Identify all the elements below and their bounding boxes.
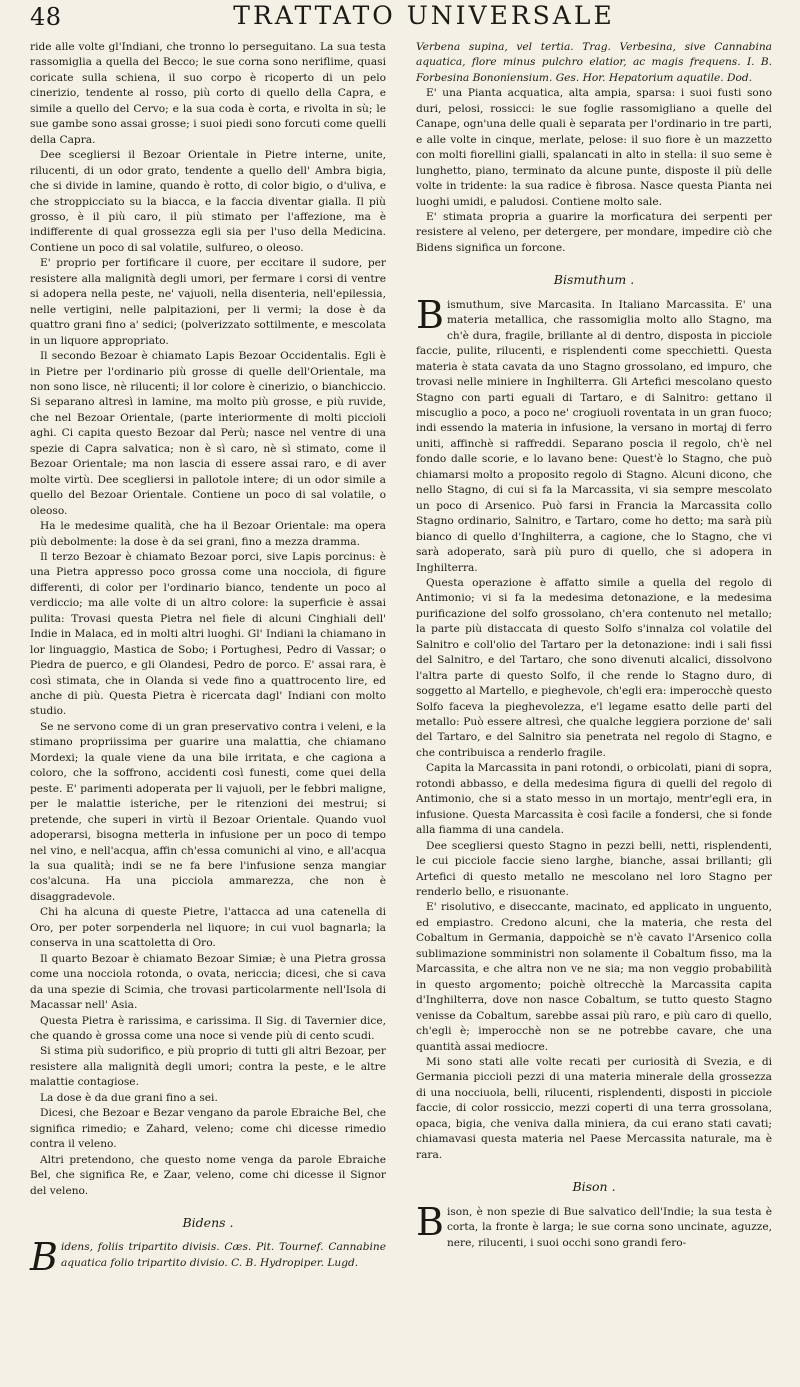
paragraph: Il quarto Bezoar è chiamato Bezoar Simiæ; è una Pietra grossa come una nocciola rotonda, o ovata, nericcia; dicesi, che si cava da una spezie di Scimia, che trovasi particolarmente nell'Isola di Macassar nell' Asia. <box>30 952 386 1012</box>
paragraph: Altri pretendono, che questo nome venga da parole Ebraiche Bel, che significa Re, e Zaar, veleno, come chi dicesse il Signor del veleno. <box>30 1153 386 1197</box>
paragraph: E' proprio per fortificare il cuore, per eccitare il sudore, per resistere alla malignità degli umori, per fermare i corsi di ventre si adopera nella peste, ne' vajuoli, nella disenteria, nell'epilessia, nelle vertigini, nelle palpitazioni, per li vermi; la dose è da quattro grani fino a' sedici; (polverizzato sottilmente, e mescolata in un liquore appropriato. <box>30 257 386 347</box>
paragraph: Se ne servono come di un gran preservativo contra i veleni, e la stimano propriissima per guarire una malattia, che chiamano Mordexi; la quale viene da una bile irritata, e che cagiona a coloro, che la soffrono, accidenti così funesti, come quei della peste. E' parimenti adoperata per li vajuoli, per le febbri maligne, per le malattie isteriche, per le ritenzioni dei mestrui; si pretende, che superi in virtù il Bezoar Orientale. Quando vuol adoperarsi, bisogna metterla in infusione per un poco di tempo nel vino, e nell'acqua, affin ch'essa comunichi al vino, e all'acqua la sua qualità; indi se ne fa bere l'infusione senza mangiar cos'alcuna. Ha una picciola ammarezza, che non è disaggradevole. <box>30 720 386 903</box>
paragraph: Chi ha alcuna di queste Pietre, l'attacca ad una catenella di Oro, per poter sorpenderla nel liquore; in cui vuol bagnarla; la conserva in una scattoletta di Oro. <box>30 906 386 950</box>
left-column <box>30 40 386 1280</box>
paragraph: ride alle volte gl'Indiani, che tronno lo perseguitano. La sua testa rassomiglia a quella del Becco; le sue corna sono neriflime, quasi coricate sulla schiena, il suo corpo è ricoperto di un pelo cinerizio, tendente al rosso, più corto di quello della Capra, e simile a quello del Cervo; e la sua coda è corta, e rivolta in sù; le sue gambe sono assai grosse; i suoi piedi sono forcuti come quelli della Capra. <box>30 41 386 146</box>
paragraph: Dicesi, che Bezoar e Bezar vengano da parole Ebraiche Bel, che significa rimedio; e Zahard, veleno; come chi dicesse rimedio contra il veleno. <box>30 1107 386 1151</box>
paragraph: Questa Pietra è rarissima, e carissima. Il Sig. di Tavernier dice, che quando è grossa come una noce si vende più di cento scudi. <box>30 1014 386 1042</box>
entry-bidens: Bidens, foliis tripartito divisis. Cæs. Pit. Tournef. Cannabine aquatica folio tripartito divisio. C. B. Hydropiper. Lugd. <box>30 1235 386 1280</box>
paragraph: E' risolutivo, e diseccante, macinato, ed applicato in unguento, ed empiastro. Credono alcuni, che la materia, che resta del Cobaltum in Germania, dappoichè se n'è cavato l'Arsenico colla sublimazione somministri non solamente il Cobaltum fisso, ma la Marcassita, e che altra non ve ne sia; ma non veggio probabilità in questo argomento; poichè oltrecchè la Marcassita capita d'Inghilterra, dove non nasce Cobaltum, se tutto questo Stagno venisse da Cobaltum, sarebbe assai più raro, e più caro di quello, ch'egli è; imperocchè non se ne potrebbe cavare, che una quantità assai mediocre. <box>416 901 772 1053</box>
running-title: TRATTATO UNIVERSALE <box>233 1 615 30</box>
entry-verbena: Verbena supina, vel tertia. Trag. Verbesina, sive Cannabina aquatica, flore minus pulchro elatior, ac magis frequens. I. B. Forbesina Bononiensium. Ges. Hor. Hepatorium aquatile. Dod. <box>416 41 772 84</box>
paragraph: Dee scegliersi questo Stagno in pezzi belli, netti, risplendenti, le cui picciole faccie sieno larghe, bianche, assai brillanti; gli Artefici di questo metallo ne mescolano nel loro Stagno per renderlo bello, e risuonante. <box>416 839 772 899</box>
paragraph: Il secondo Bezoar è chiamato Lapis Bezoar Occidentalis. Egli è in Pietre per l'ordinario più grosse di quelle dell'Orientale, ma non sono lisce, nè rilucenti; il lor colore è cinerizio, o bianchiccio. Si separano altresì in lamine, ma molto più grosse, e più ruvide, che nel Bezoar Orientale, (parte interiormente di molti piccioli aghi. Ci capita questo Bezoar dal Perù; nasce nel ventre di una spezie di Capra salvatica; non è sì caro, nè sì stimato, come il Bezoar Orientale; ma non lascia di essere assai raro, e di aver molte virtù. Dee scegliersi in pallotole intere; di un odor simile a quello del Bezoar Orientale. Contiene un poco di sal volatile, o oleoso. <box>30 350 386 517</box>
right-column <box>416 40 772 1251</box>
entry-heading-bison: Bison . <box>572 1179 616 1195</box>
entry-heading-bismuthum: Bismuthum . <box>553 272 635 288</box>
page-number: 48 <box>30 3 62 31</box>
entry-bismuthum: Bismuthum, sive Marcasita. In Italiano Marcassita. E' una materia metallica, che rassomiglia molto allo Stagno, ma ch'è dura, fragile, brillante al di dentro, disposta in picciole faccie, pulite, rilucenti, e risplendenti come specchietti. Questa materia è stata cavata da uno Stagno grossolano, ed impuro, che trovasi nelle miniere in Inghilterra. Gli Artefici mescolano questo Stagno con parti eguali di Tartaro, e di Salnitro: gettano il miscuglio a poco, a poco ne' crogiuoli roventata in un gran fuoco; indi essendo la materia in infusione, la versano in mortaj di ferro uniti, affinchè si raffreddi. Separano poscia il regolo, ch'è nel fondo dalle scorie, e lo lavano bene: Quest'è lo Stagno, che può chiamarsi molto a proposito regolo di Stagno. Alcuni dicono, che nello Stagno, di cui si fa la Marcassita, vi sia sempre mescolato un poco di Arsenico. Può farsi in Francia la Marcassita collo Stagno ordinario, Salnitro, e Tartaro, come ho detto; ma sarà più bianco di quello d'Inghilterra, a cagione, che lo Stagno, che vi sarà adoperato, sarà più puro di quello, che si adopera in Inghilterra. <box>416 292 772 574</box>
entry-bison: Bison, è non spezie di Bue salvatico dell'Indie; la sua testa è corta, la fronte è larga; le sue corna sono uncinate, aguzze, nere, rilucenti, i suoi occhi sono grandi fero- <box>416 1199 772 1249</box>
paragraph: Si stima più sudorifico, e più proprio di tutti gli altri Bezoar, per resistere alla malignità degli umori; contra la peste, e le altre malattie contagiose. <box>30 1045 386 1089</box>
paragraph: Ha le medesime qualità, che ha il Bezoar Orientale: ma opera più debolmente: la dose è da sei grani, fino a mezza dramma. <box>30 520 386 548</box>
paragraph: E' una Pianta acquatica, alta ampia, sparsa: i suoi fusti sono duri, pelosi, rossicci: le sue foglie rassomigliano a quelle del Canape, ogn'una delle quali è separata per l'ordinario in tre parti, e alle volte in cinque, merlate, pelose: il suo fiore è un mazzetto con molti fiorellini gialli, spalancati in alto in stella: il suo seme è lunghetto, piano, terminato da alcune punte, disposte il più delle volte in tridente: la sua radice è fibrosa. Nasce questa Pianta nei luoghi umidi, e paludosi. Contiene molto sale. <box>416 87 772 208</box>
paragraph: Il terzo Bezoar è chiamato Bezoar porci, sive Lapis porcinus: è una Pietra appresso poco grossa come una nocciola, di figure differenti, di color per l'ordinario bianco, tendente un poco al verdiccio; ma alle volte di un altro colore: la superficie è assai pulita: Trovasi questa Pietra nel fiele di alcuni Cinghiali dell' Indie in Malaca, ed in molti altri luoghi. Gl' Indiani la chiamano in lor linguaggio, Mastica de Sobo; i Portughesi, Pedro di Vassar; o Piedra de puerco, e gli Olandesi, Pedro de porco. E' assai rara, è così stimata, che in Olanda si vede fino a quattrocento lire, ed anche di più. Questa Pietra è ricercata dagl' Indiani con molto studio. <box>30 550 386 718</box>
paragraph: Capita la Marcassita in pani rotondi, o orbicolati, piani di sopra, rotondi abbasso, e della medesima figura di quelli del regolo di Antimonio, che si a stato messo in un mortajo, mentr'egli era, in infusione. Questa Marcassita è così facile a fondersi, che si fonde alla fiamma di una candela. <box>416 762 772 837</box>
paragraph: La dose è da due grani fino a sei. <box>40 1091 218 1104</box>
paragraph: E' stimata propria a guarire la morficatura dei serpenti per resistere al veleno, per detergere, per mondare, impedire ciò che Bidens significa un forcone. <box>416 210 772 254</box>
paragraph: Dee scegliersi il Bezoar Orientale in Pietre interne, unite, rilucenti, di un odor grato, tendente a quello dell' Ambra bigia, che si divide in lamine, quando è rotto, di color bigio, o d'uliva, e che stroppicciato su la biacca, e la faccia diventar gialla. Il più grosso, è il più caro, il più stimato per l'affezione, ma è indifferente di qual grossezza egli sia per l'uso della Medicina. Contiene un poco di sal volatile, sulfureo, o oleoso. <box>30 149 386 254</box>
entry-heading-bidens: Bidens . <box>182 1214 234 1230</box>
paragraph: Mi sono stati alle volte recati per curiosità di Svezia, e di Germania piccioli pezzi di una materia minerale della grossezza di una nocciuola, belli, rilucenti, risplendenti, disposti in picciole faccie, di color rossiccio, mezzi coperti di una terra grossolana, opaca, bigia, che veniva dalla miniera, da cui erano stati cavati; chiamavasi questa materia nel Paese Mercassita naturale, ma è rara. <box>416 1056 772 1161</box>
paragraph: Questa operazione è affatto simile a quella del regolo di Antimonio; vi si fa la medesima detonazione, e la medesima purificazione del solfo grossolano, ch'era contenuto nel metallo; la parte più distaccata di questo Solfo s'innalza col volatile del Salnitro e coll'olio del Tartaro per la detonazione: indi i sali fissi del Salnitro, e del Tartaro, che sono divenuti alcalici, dissolvono l'altra parte di questo Solfo, il che rende lo Stagno duro, di soggetto al Martello, e pieghevole, ch'egli era: imperocchè questo Solfo faceva la pieghevolezza, e'l legame esatto delle parti del metallo: Può essere altresì, che qualche leggiera porzione de' sali del Tartaro, e del Salnitro sia penetrata nel regolo di Stagno, e che contribuisca a renderlo fragile. <box>416 576 772 759</box>
